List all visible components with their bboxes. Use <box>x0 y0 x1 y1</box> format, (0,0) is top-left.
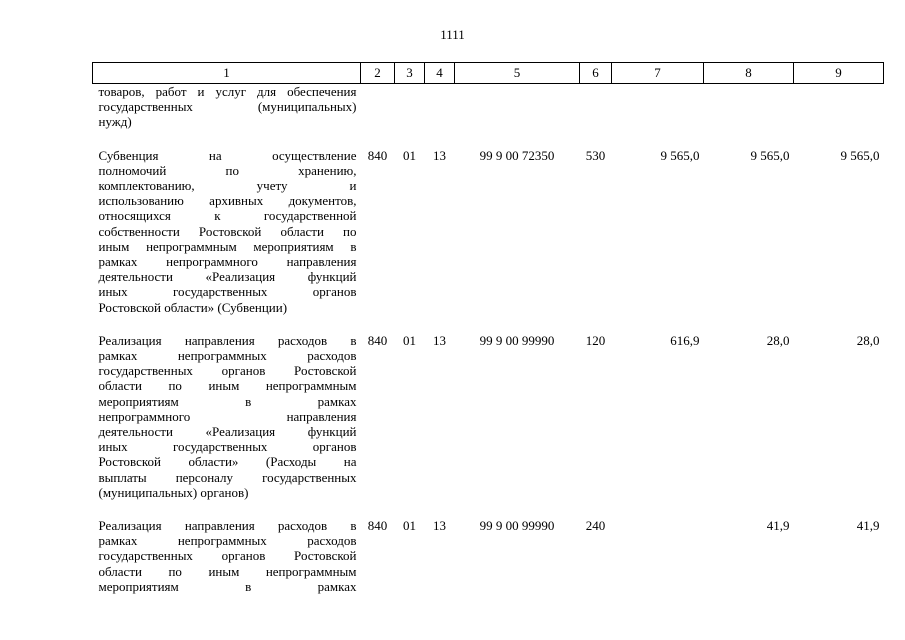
description-line: деятельности «Реализация функций <box>98 424 357 440</box>
table-row <box>93 323 884 508</box>
header-col-6: 6 <box>580 63 612 84</box>
header-col-7: 7 <box>612 63 704 84</box>
description-line: области по иным непрограммным <box>98 378 357 394</box>
description-line: деятельности «Реализация функций <box>98 269 357 285</box>
header-col-3: 3 <box>395 63 425 84</box>
description-line: государственных органов Ростовской <box>98 548 357 564</box>
description-line: собственности Ростовской области по <box>98 223 357 239</box>
header-col-1: 1 <box>93 63 361 84</box>
header-row <box>93 63 884 84</box>
cell-subsection: 13 <box>433 518 446 534</box>
cell-subsection <box>425 84 455 138</box>
table-body <box>93 84 884 603</box>
cell-amount-year-3: 9 565,0 <box>840 147 880 163</box>
cell-amount-year-2: 28,0 <box>766 332 790 348</box>
description-line: мероприятиям в рамках <box>98 578 357 594</box>
row-description <box>93 138 361 323</box>
row-description <box>93 84 361 138</box>
cell-expense-type: 120 <box>585 332 606 348</box>
description-line: использованию архивных документов, <box>98 193 357 209</box>
cell-section: 01 <box>403 518 416 534</box>
description-line: нужд) <box>98 114 132 130</box>
cell-ministry-code: 840 <box>367 332 388 348</box>
cell-target-article <box>455 84 580 138</box>
description-line: государственных (муниципальных) <box>98 99 357 115</box>
description-line: относящихся к государственной <box>98 208 357 224</box>
description-line: иным непрограммным мероприятиям в <box>98 238 357 254</box>
header-col-4: 4 <box>425 63 455 84</box>
header-col-2: 2 <box>361 63 395 84</box>
cell-expense-type <box>580 84 612 138</box>
row-description <box>93 323 361 508</box>
cell-amount-year-3 <box>794 84 884 138</box>
description-line: (муниципальных) органов) <box>98 484 249 500</box>
cell-section: 01 <box>403 147 416 163</box>
description-line: выплаты персоналу государственных <box>98 469 357 485</box>
description-line: полномочий по хранению, <box>98 162 357 178</box>
description-line: Реализация направления расходов в <box>98 332 357 348</box>
description-line: иных государственных органов <box>98 439 357 455</box>
cell-ministry-code: 840 <box>367 518 388 534</box>
cell-subsection: 13 <box>433 147 446 163</box>
description-line: мероприятиям в рамках <box>98 393 357 409</box>
description-line: Субвенция на осуществление <box>98 147 357 163</box>
cell-amount-year-3: 28,0 <box>856 332 880 348</box>
table-row <box>93 508 884 602</box>
description-line: рамках непрограммных расходов <box>98 348 357 364</box>
row-description <box>93 508 361 602</box>
cell-amount-year-1 <box>612 84 704 138</box>
cell-subsection: 13 <box>433 332 446 348</box>
description-line: рамках непрограммного направления <box>98 254 357 270</box>
description-line: Ростовской области» (Расходы на <box>98 454 357 470</box>
description-line: области по иным непрограммным <box>98 563 357 579</box>
budget-table <box>92 62 884 602</box>
cell-amount-year-1 <box>612 508 704 602</box>
cell-ministry-code <box>361 84 395 138</box>
header-col-9: 9 <box>794 63 884 84</box>
cell-target-article: 99 9 00 99990 <box>479 518 555 534</box>
cell-section: 01 <box>403 332 416 348</box>
cell-target-article: 99 9 00 72350 <box>479 147 555 163</box>
cell-target-article: 99 9 00 99990 <box>479 332 555 348</box>
description-line: непрограммного направления <box>98 408 357 424</box>
table-row <box>93 84 884 138</box>
description-line: рамках непрограммных расходов <box>98 533 357 549</box>
description-line: товаров, работ и услуг для обеспечения <box>98 84 357 99</box>
description-line: комплектованию, учету и <box>98 178 357 194</box>
description-line: государственных органов Ростовской <box>98 363 357 379</box>
cell-amount-year-1: 616,9 <box>670 332 700 348</box>
cell-expense-type: 530 <box>585 147 606 163</box>
header-col-8: 8 <box>704 63 794 84</box>
description-line: иных государственных органов <box>98 284 357 300</box>
table-row <box>93 138 884 323</box>
cell-amount-year-1: 9 565,0 <box>660 147 700 163</box>
cell-amount-year-2: 41,9 <box>766 518 790 534</box>
page-number: 1111 <box>440 27 465 42</box>
cell-section <box>395 84 425 138</box>
cell-amount-year-3: 41,9 <box>856 518 880 534</box>
cell-amount-year-2: 9 565,0 <box>750 147 790 163</box>
cell-expense-type: 240 <box>585 518 606 534</box>
description-line: Реализация направления расходов в <box>98 518 357 534</box>
header-col-5: 5 <box>455 63 580 84</box>
cell-amount-year-2 <box>704 84 794 138</box>
cell-ministry-code: 840 <box>367 147 388 163</box>
description-line: Ростовской области» (Субвенции) <box>98 299 288 315</box>
